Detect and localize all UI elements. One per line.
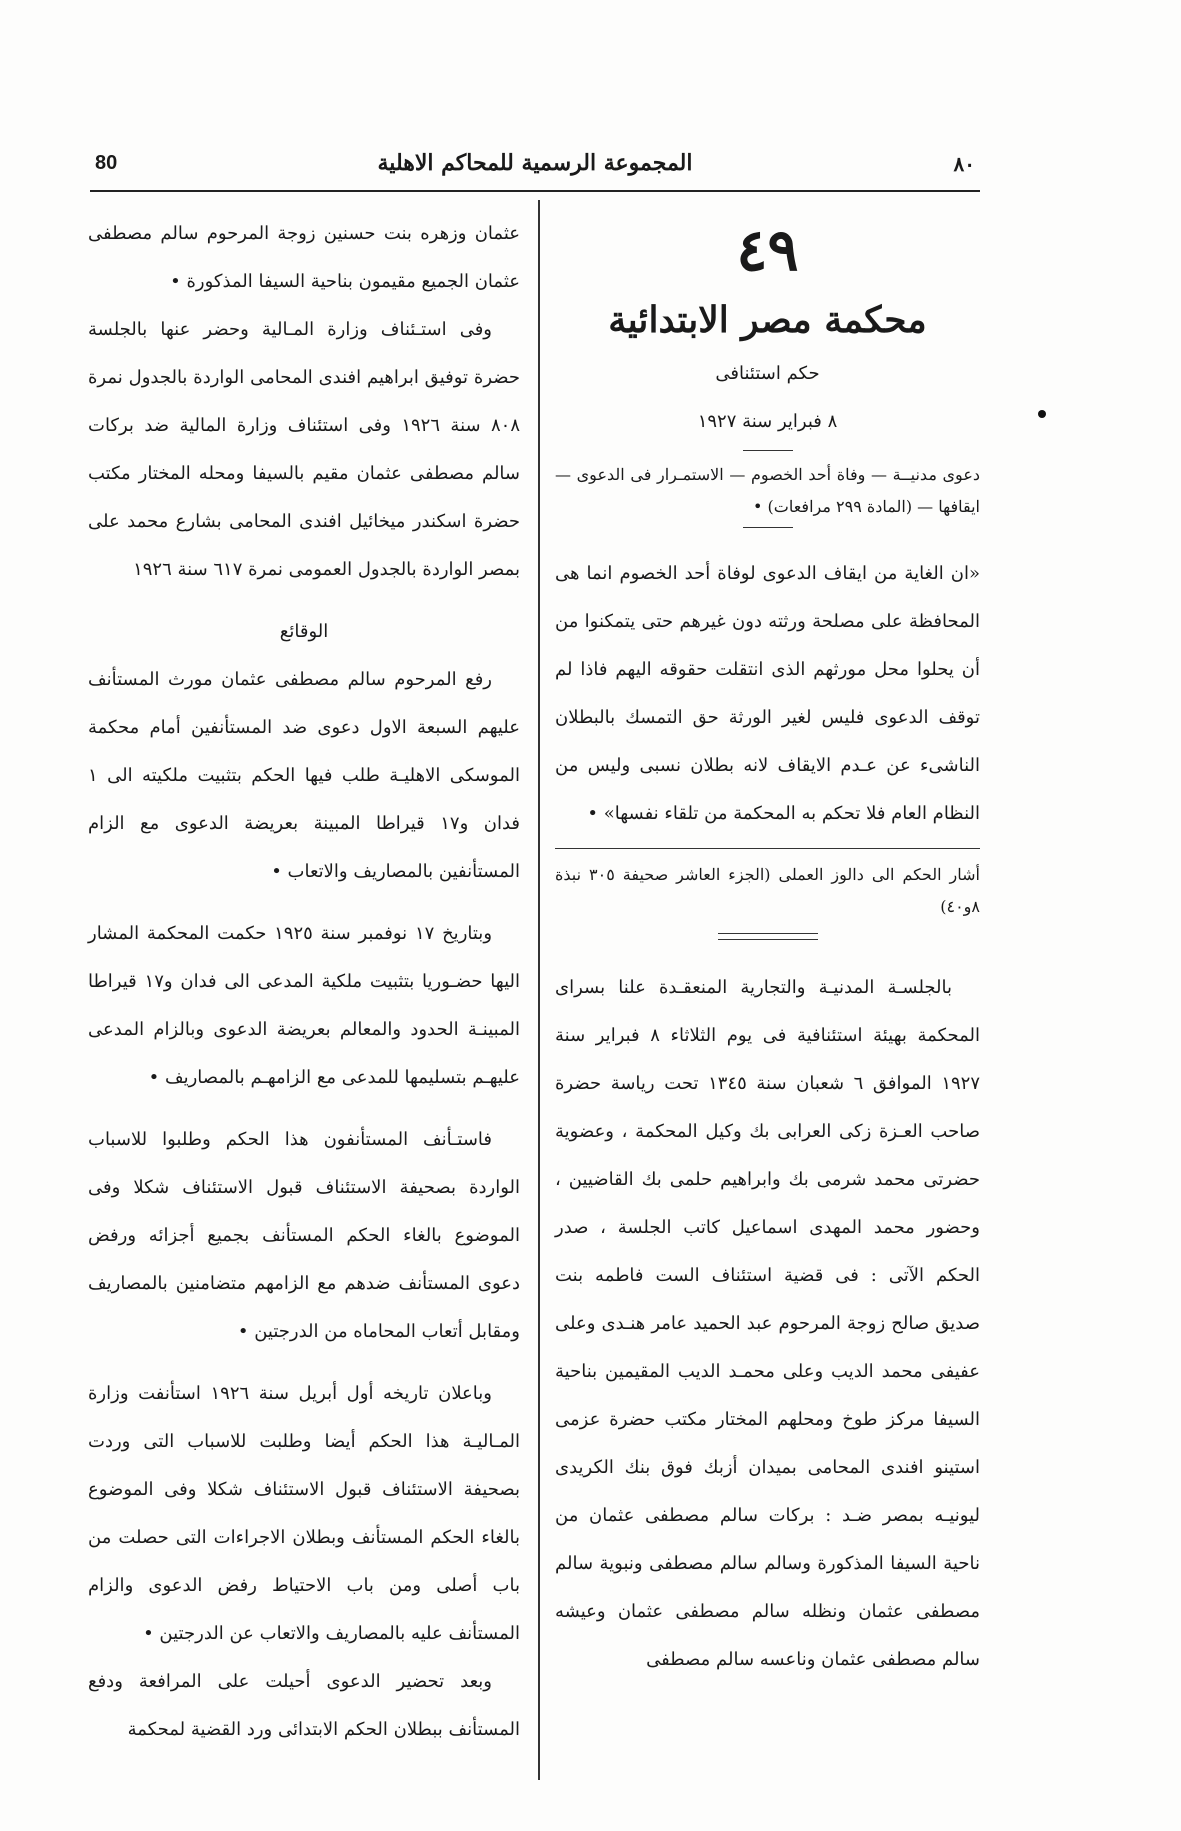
margin-dot [1038, 410, 1046, 418]
case-number: ٤٩ [736, 216, 799, 284]
running-title: المجموعة الرسمية للمحاكم الاهلية [377, 150, 693, 176]
reference-note: أشار الحكم الى دالوز العملى (الجزء العاشر صحيفة ٣٠٥ نبذة ٨و٤٠) [555, 865, 981, 916]
column-divider [538, 200, 540, 1780]
legal-principle: «ان الغاية من ايقاف الدعوى لوفاة أحد الخصوم انما هى المحافظة على مصلحة ورثته دون غيرهم حتى يتمكنوا من أن يحلوا محل مورثهم الذى انتقلت حقوقه اليهم فاذا لم توقف الدعوى فليس لغير الورثة حق التمسك بالبطلان الناشىء عن عـدم الايقاف لانه بطلان نسبى وليس من النظام العام فلا تحكم به المحكمة من تلقاء نفسها» • [555, 563, 980, 824]
keywords: دعوى مدنيــة — وفاة أحد الخصوم — الاستمـرار فى الدعوى — ايقافها — (المادة ٢٩٩ مرافعات) • [555, 465, 980, 516]
page-header [95, 150, 975, 190]
judgment-type: حكم استئنافى [715, 363, 820, 384]
judgment-date: ٨ فبراير سنة ١٩٢٧ [697, 411, 838, 432]
page-number-latin: 80 [95, 152, 118, 174]
header-rule [90, 190, 980, 192]
parties-continued: عثمان وزهره بنت حسنين زوجة المرحوم سالم مصطفى عثمان الجميع مقيمون بناحية السيفا المذكورة • [88, 223, 520, 292]
ministry-appeal-paragraph: وفى استـئناف وزارة المـالية وحضر عنها بالجلسة حضرة توفيق ابراهيم افندى المحامى الواردة بالجدول نمرة ٨٠٨ سنة ١٩٢٦ وفى استئناف وزارة المالية ضد بركات سالم مصطفى عثمان مقيم بالسيفا ومحله المختار مكتب حضرة اسكندر ميخائيل افندى المحامى بشارع محمد على بمصر الواردة بالجدول العمومى نمرة ٦١٧ سنة ١٩٢٦ [88, 319, 520, 580]
reference-double-rule [718, 933, 818, 940]
facts-paragraph-5: وبعد تحضير الدعوى أحيلت على المرافعة ودفع المستأنف ببطلان الحكم الابتدائى ورد القضية لمحكمة [88, 1671, 520, 1740]
keywords-rule [743, 527, 793, 528]
page-number-arabic: ٨٠ [953, 152, 975, 176]
facts-heading: الوقائع [279, 621, 329, 642]
case-heading [555, 210, 980, 446]
facts-paragraph-2: وبتاريخ ١٧ نوفمبر سنة ١٩٢٥ حكمت المحكمة المشار اليها حضـوريا بتثبيت ملكية المدعى الى فدان و١٧ قيراطا المبينـة الحدود والمعالم بعريضة الدعوى وبالزام المدعى عليهـم بتسليمها للمدعى مع الزامهـم بالمصاريف • [88, 923, 520, 1088]
left-column [88, 210, 520, 1754]
facts-paragraph-4: وباعلان تاريخه أول أبريل سنة ١٩٢٦ استأنفت وزارة المـاليـة هذا الحكم أيضا وطلبت للاسباب التى وردت بصحيفة الاستئناف قبول الاستئناف شكلا وفى الموضوع بالغاء الحكم المستأنف وبطلان الاجراءات التى حصلت من باب أصلى ومن باب الاحتياط رفض الدعوى والزام المستأنف عليه بالمصاريف والاتعاب عن الدرجتين • [88, 1383, 520, 1644]
facts-paragraph-1: رفع المرحوم سالم مصطفى عثمان مورث المستأنف عليهم السبعة الاول دعوى ضد المستأنفين أمام محكمة الموسكى الاهليـة طلب فيها الحكم بتثبيت ملكيته الى ١ فدان و١٧ قيراطا المبينة بعريضة الدعوى مع الزام المستأنفين بالمصاريف والاتعاب • [88, 669, 521, 882]
right-column [555, 210, 980, 1684]
facts-paragraph-3: فاستـأنف المستأنفون هذا الحكم وطلبوا للاسباب الواردة بصحيفة الاستئناف قبول الاستئناف شكلا وفى الموضوع بالغاء الحكم المستأنف بجميع أجزائه ورفض دعوى المستأنف ضدهم مع الزامهم متضامنين بالمصاريف ومقابل أتعاب المحاماه من الدرجتين • [88, 1129, 520, 1342]
court-name: محكمة مصر الابتدائية [608, 299, 927, 341]
principle-rule [555, 848, 980, 849]
heading-rule [743, 450, 793, 451]
session-paragraph: بالجلسـة المدنيـة والتجارية المنعقـدة علنا بسراى المحكمة بهيئة استئنافية فى يوم الثلاثاء ٨ فبراير سنة ١٩٢٧ الموافق ٦ شعبان سنة ١٣٤٥ تحت رياسة حضرة صاحب العـزة زكى العرابى بك وكيل المحكمة ، وعضوية حضرتى محمد شرمى بك وابراهيم حلمى بك القاضيين ، وحضور محمد المهدى اسماعيل كاتب الجلسة ، صدر الحكم الآتى : فى قضية استئناف الست فاطمه بنت صديق صالح زوجة المرحوم عبد الحميد عامر هنـدى وعلى عفيفى محمد الديب وعلى محمـد الديب المقيمين بناحية السيفا مركز طوخ ومحلهم المختار مكتب حضرة عزمى استينو افندى المحامى بميدان أزبك فوق بنك الكريدى ليونيـه بمصر ضـد : بركات سالم مصطفى عثمان من ناحية السيفا المذكورة وسالم سالم مصطفى ونبوية سالم مصطفى عثمان ونظله سالم مصطفى عثمان وعيشه سالم مصطفى عثمان وناعسه سالم مصطفى [555, 977, 980, 1670]
